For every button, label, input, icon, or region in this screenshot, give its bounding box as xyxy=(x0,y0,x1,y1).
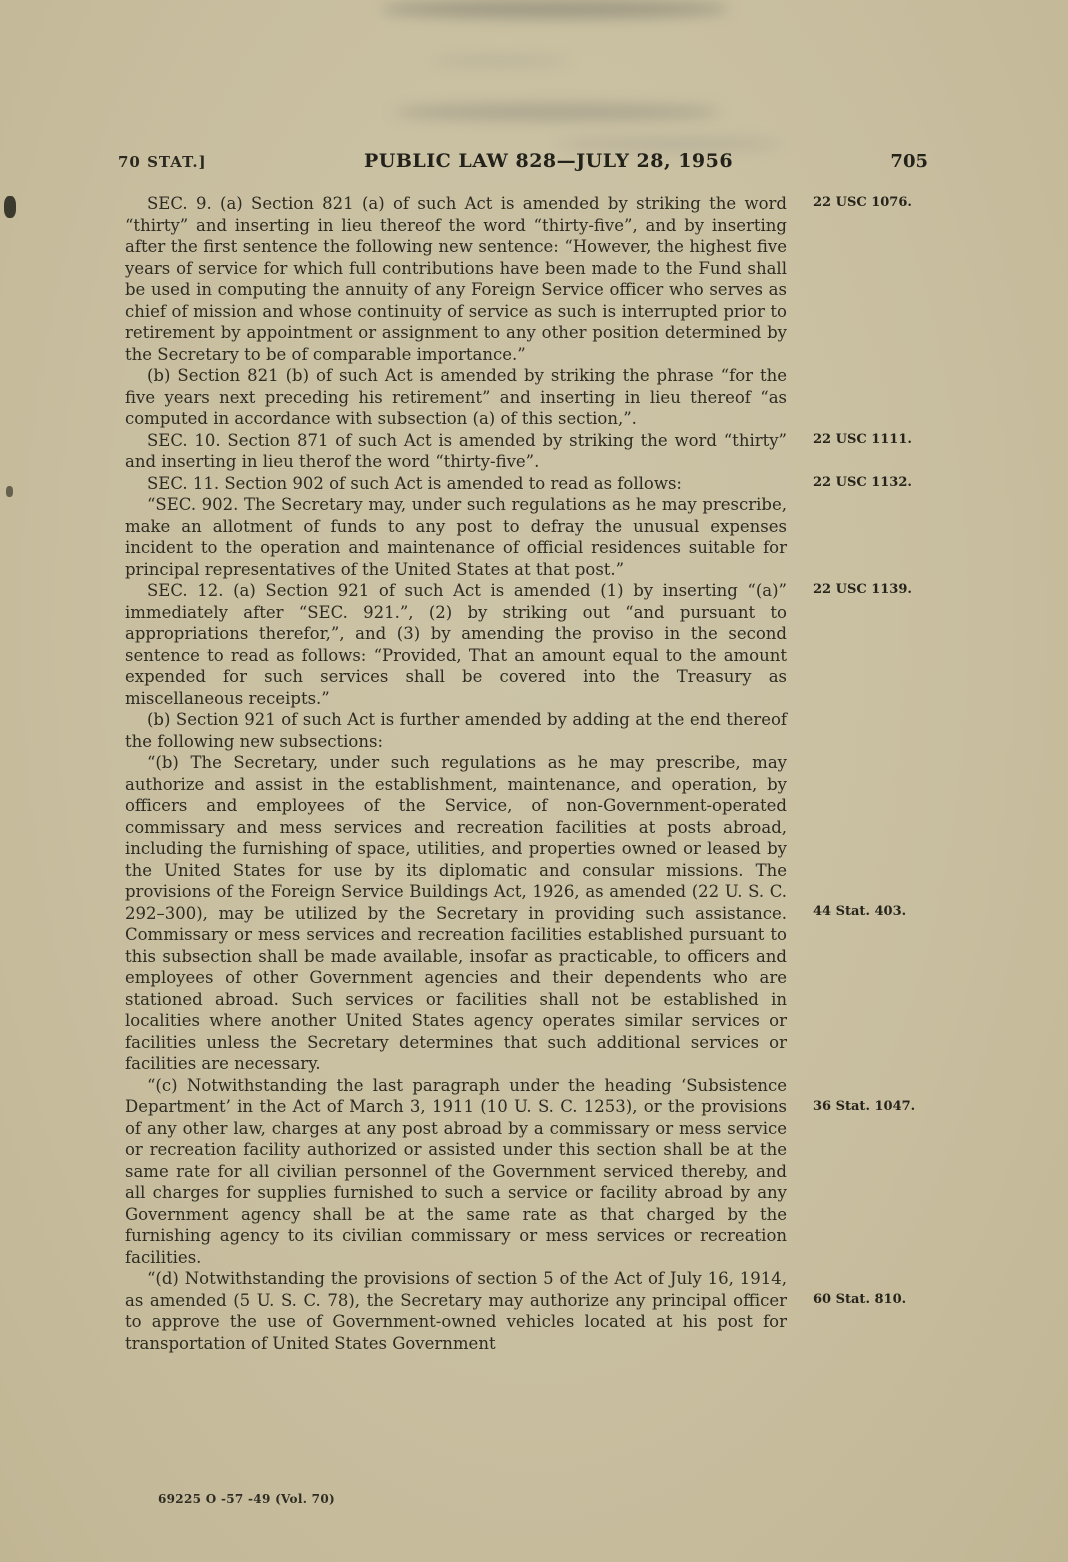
paragraph-text: SEC. 10. Section 871 of such Act is amended by striking the word “thirty” and inserting in lieu therof the word “thirty-five”. xyxy=(125,430,787,471)
margin-note: 44 Stat. 403. xyxy=(813,904,907,919)
paragraph-text: SEC. 11. Section 902 of such Act is amended to read as follows: xyxy=(147,473,682,493)
margin-note: 36 Stat. 1047. xyxy=(813,1098,916,1114)
scan-smudge xyxy=(380,0,730,18)
print-imprint-line: 69225 O -57 -49 (Vol. 70) xyxy=(158,1492,335,1506)
margin-note: 22 USC 1076. xyxy=(813,195,912,210)
paragraph xyxy=(125,430,912,473)
paragraph xyxy=(125,580,912,709)
scan-speck xyxy=(4,196,16,218)
paragraph-text: (b) Section 921 of such Act is further amended by adding at the end thereof the following new subsections: xyxy=(125,710,787,751)
scan-smudge xyxy=(430,56,570,66)
scan-speck xyxy=(6,486,13,497)
margin-note: 60 Stat. 810. xyxy=(813,1292,907,1307)
scan-smudge xyxy=(555,138,785,150)
paragraph-text: (b) Section 821 (b) of such Act is amended by striking the phrase “for the five years next preceding his retirement” and inserting in lieu thereof “as computed in accordance with subsection (a) of this section,”. xyxy=(125,366,787,428)
page-header xyxy=(118,150,928,172)
volume-citation: 70 STAT.] xyxy=(118,153,207,171)
paragraph xyxy=(125,1268,907,1354)
page-number: 705 xyxy=(890,151,928,172)
margin-note: 22 USC 1132. xyxy=(813,474,912,490)
paragraph xyxy=(125,365,787,430)
statute-text-column xyxy=(125,193,916,1354)
paragraph xyxy=(125,193,912,365)
paragraph xyxy=(125,473,912,495)
margin-note: 22 USC 1111. xyxy=(813,431,912,447)
paragraph-text: SEC. 9. (a) Section 821 (a) of such Act is amended by striking the word “thirty” and inserting in lieu thereof the word “thirty-five”, and by inserting after the first sentence the following new sentence: “However, the highest five years of service for which full contributions have been made to the Fund shall be used in computing the annuity of any Foreign Service officer who serves as chief of mission and whose continuity of service as such is interrupted prior to retirement by appointment or assignment to any other position determined by the Secretary to be of comparable importance.” xyxy=(125,194,787,364)
scan-smudge xyxy=(392,104,722,120)
paragraph xyxy=(125,752,907,1075)
paragraph-text: “SEC. 902. The Secretary may, under such regulations as he may prescribe, make an allotment of funds to any post to defray the unusual expenses incident to the operation and maintenance of official residences suitable for principal representatives of the United States at that post.” xyxy=(125,495,787,579)
paragraph-text: “(c) Notwithstanding the last paragraph under the heading ‘Subsistence Department’ in the Act of March 3, 1911 (10 U. S. C. 1253), or the provisions of any other law, charges at any post abroad by a commissary or mess service or recreation facility authorized or assisted under this section shall be at the same rate for all civilian personnel of the Government serviced thereby, and all charges for supplies furnished to such a service or facility abroad by any Government agency shall be at the same rate as that charged by the furnishing agency to its civilian commissary or mess services or recreation facilities. xyxy=(125,1075,787,1267)
paragraph-text: “(d) Notwithstanding the provisions of section 5 of the Act of July 16, 1914, as amended (5 U. S. C. 78), the Secretary may authorize any principal officer to approve the use of Government-owned vehicles located at his post for transportation of United States Government xyxy=(125,1269,787,1353)
page-title: PUBLIC LAW 828—JULY 28, 1956 xyxy=(363,150,734,172)
paragraph-text: SEC. 12. (a) Section 921 of such Act is amended (1) by inserting “(a)” immediately after “SEC. 921.”, (2) by striking out “and pursuant to appropriations therefor,”, and (3) by amending the proviso in the second sentence to read as follows: “Provided, That an amount equal to the amount expended for such services shall be covered into the Treasury as miscellaneous receipts.” xyxy=(125,581,787,708)
paragraph xyxy=(125,709,787,752)
margin-note: 22 USC 1139. xyxy=(813,582,912,597)
paragraph xyxy=(125,494,787,580)
paragraph-text: “(b) The Secretary, under such regulations as he may prescribe, may authorize and assist in the establishment, maintenance, and operation, by officers and employees of the Service, of non-Government-operated commissary and mess services and recreation facilities at posts abroad, including the furnishing of space, utilities, and properties owned or leased by the United States for use by its diplomatic and consular missions. The provisions of the Foreign Service Buildings Act, 1926, as amended (22 U. S. C. 292–300), may be utilized by the Secretary in providing such assistance. Commissary or mess services and recreation facilities established pursuant to this subsection shall be made available, insofar as practicable, to officers and employees of other Government agencies and their dependents who are stationed abroad. Such services or facilities shall not be established in localities where another United States agency operates similar services or facilities unless the Secretary determines that such additional services or facilities are necessary. xyxy=(125,753,787,1073)
paragraph xyxy=(125,1075,916,1269)
